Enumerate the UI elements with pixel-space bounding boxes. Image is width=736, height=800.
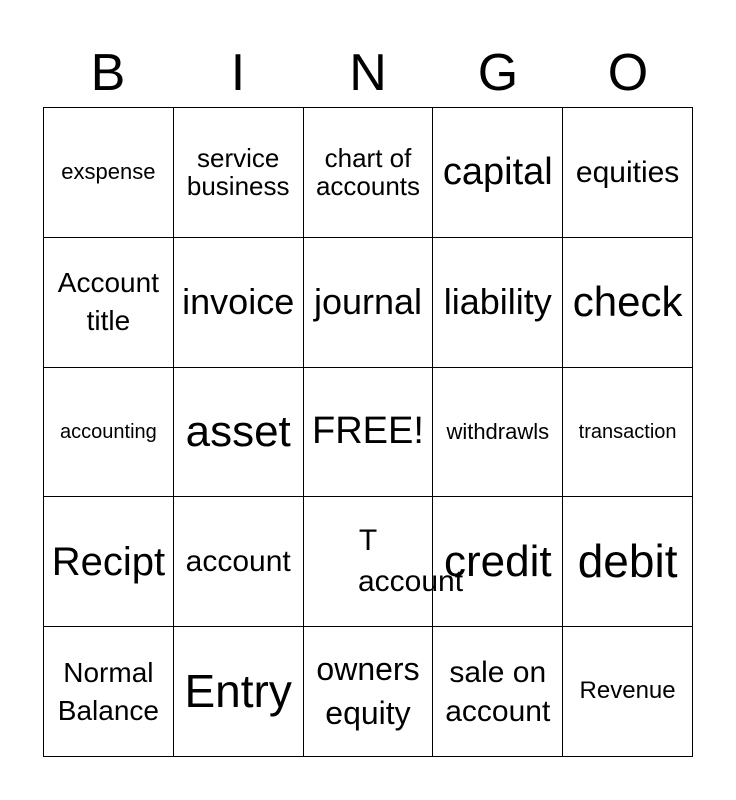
bingo-cell[interactable]: [563, 238, 693, 368]
cell-label: journal: [313, 281, 423, 323]
cell-label: T account: [357, 524, 464, 598]
bingo-cell[interactable]: [174, 497, 304, 627]
cell-label: service business: [186, 142, 290, 202]
cell-label: equities: [575, 155, 680, 189]
bingo-board: [43, 107, 693, 757]
bingo-cell[interactable]: [433, 108, 563, 238]
cell-label: asset: [185, 406, 291, 456]
bingo-cell[interactable]: [563, 368, 693, 498]
header-letter-o: O: [607, 44, 649, 102]
cell-label: Entry: [184, 665, 292, 718]
cell-label: FREE!: [312, 410, 424, 453]
cell-label: accounting: [60, 420, 157, 443]
cell-label: liability: [443, 281, 552, 323]
cell-label: capital: [442, 150, 553, 193]
cell-label: Recipt: [51, 539, 166, 584]
bingo-cell[interactable]: [304, 238, 434, 368]
bingo-cell[interactable]: [44, 497, 174, 627]
cell-label: transaction: [578, 420, 677, 443]
bingo-header: [43, 40, 693, 106]
cell-label: chart of accounts: [315, 142, 421, 202]
cell-label: Revenue: [579, 677, 676, 705]
bingo-cell[interactable]: [174, 238, 304, 368]
cell-label: exspense: [61, 159, 156, 185]
cell-label: debit: [577, 535, 678, 588]
bingo-cell[interactable]: [563, 108, 693, 238]
bingo-cell[interactable]: [174, 368, 304, 498]
bingo-cell[interactable]: [304, 497, 464, 627]
bingo-cell[interactable]: [304, 368, 434, 498]
cell-label: credit: [443, 536, 552, 586]
cell-label: check: [572, 278, 683, 326]
cell-label: sale on account: [445, 655, 551, 728]
bingo-cell[interactable]: [44, 238, 174, 368]
bingo-cell[interactable]: [174, 627, 304, 757]
cell-label: invoice: [182, 281, 295, 323]
cell-label: Normal Balance: [57, 656, 159, 726]
header-letter-n: N: [349, 44, 387, 102]
bingo-cell[interactable]: [563, 497, 693, 627]
bingo-cell[interactable]: [174, 108, 304, 238]
header-letter-i: I: [230, 44, 246, 102]
cell-label: Account title: [57, 267, 159, 337]
header-letter-b: B: [90, 44, 126, 102]
bingo-cell[interactable]: [304, 627, 434, 757]
cell-label: withdrawls: [446, 418, 550, 444]
bingo-cell[interactable]: [433, 368, 563, 498]
bingo-cell[interactable]: [44, 108, 174, 238]
cell-label: owners equity: [316, 651, 420, 731]
bingo-cell[interactable]: [433, 497, 563, 627]
bingo-cell[interactable]: [44, 627, 174, 757]
bingo-cell[interactable]: [563, 627, 693, 757]
bingo-cell[interactable]: [433, 627, 563, 757]
bingo-cell[interactable]: [433, 238, 563, 368]
header-letter-g: G: [477, 44, 519, 102]
bingo-cell[interactable]: [44, 368, 174, 498]
cell-label: account: [185, 545, 291, 579]
bingo-cell[interactable]: [304, 108, 434, 238]
